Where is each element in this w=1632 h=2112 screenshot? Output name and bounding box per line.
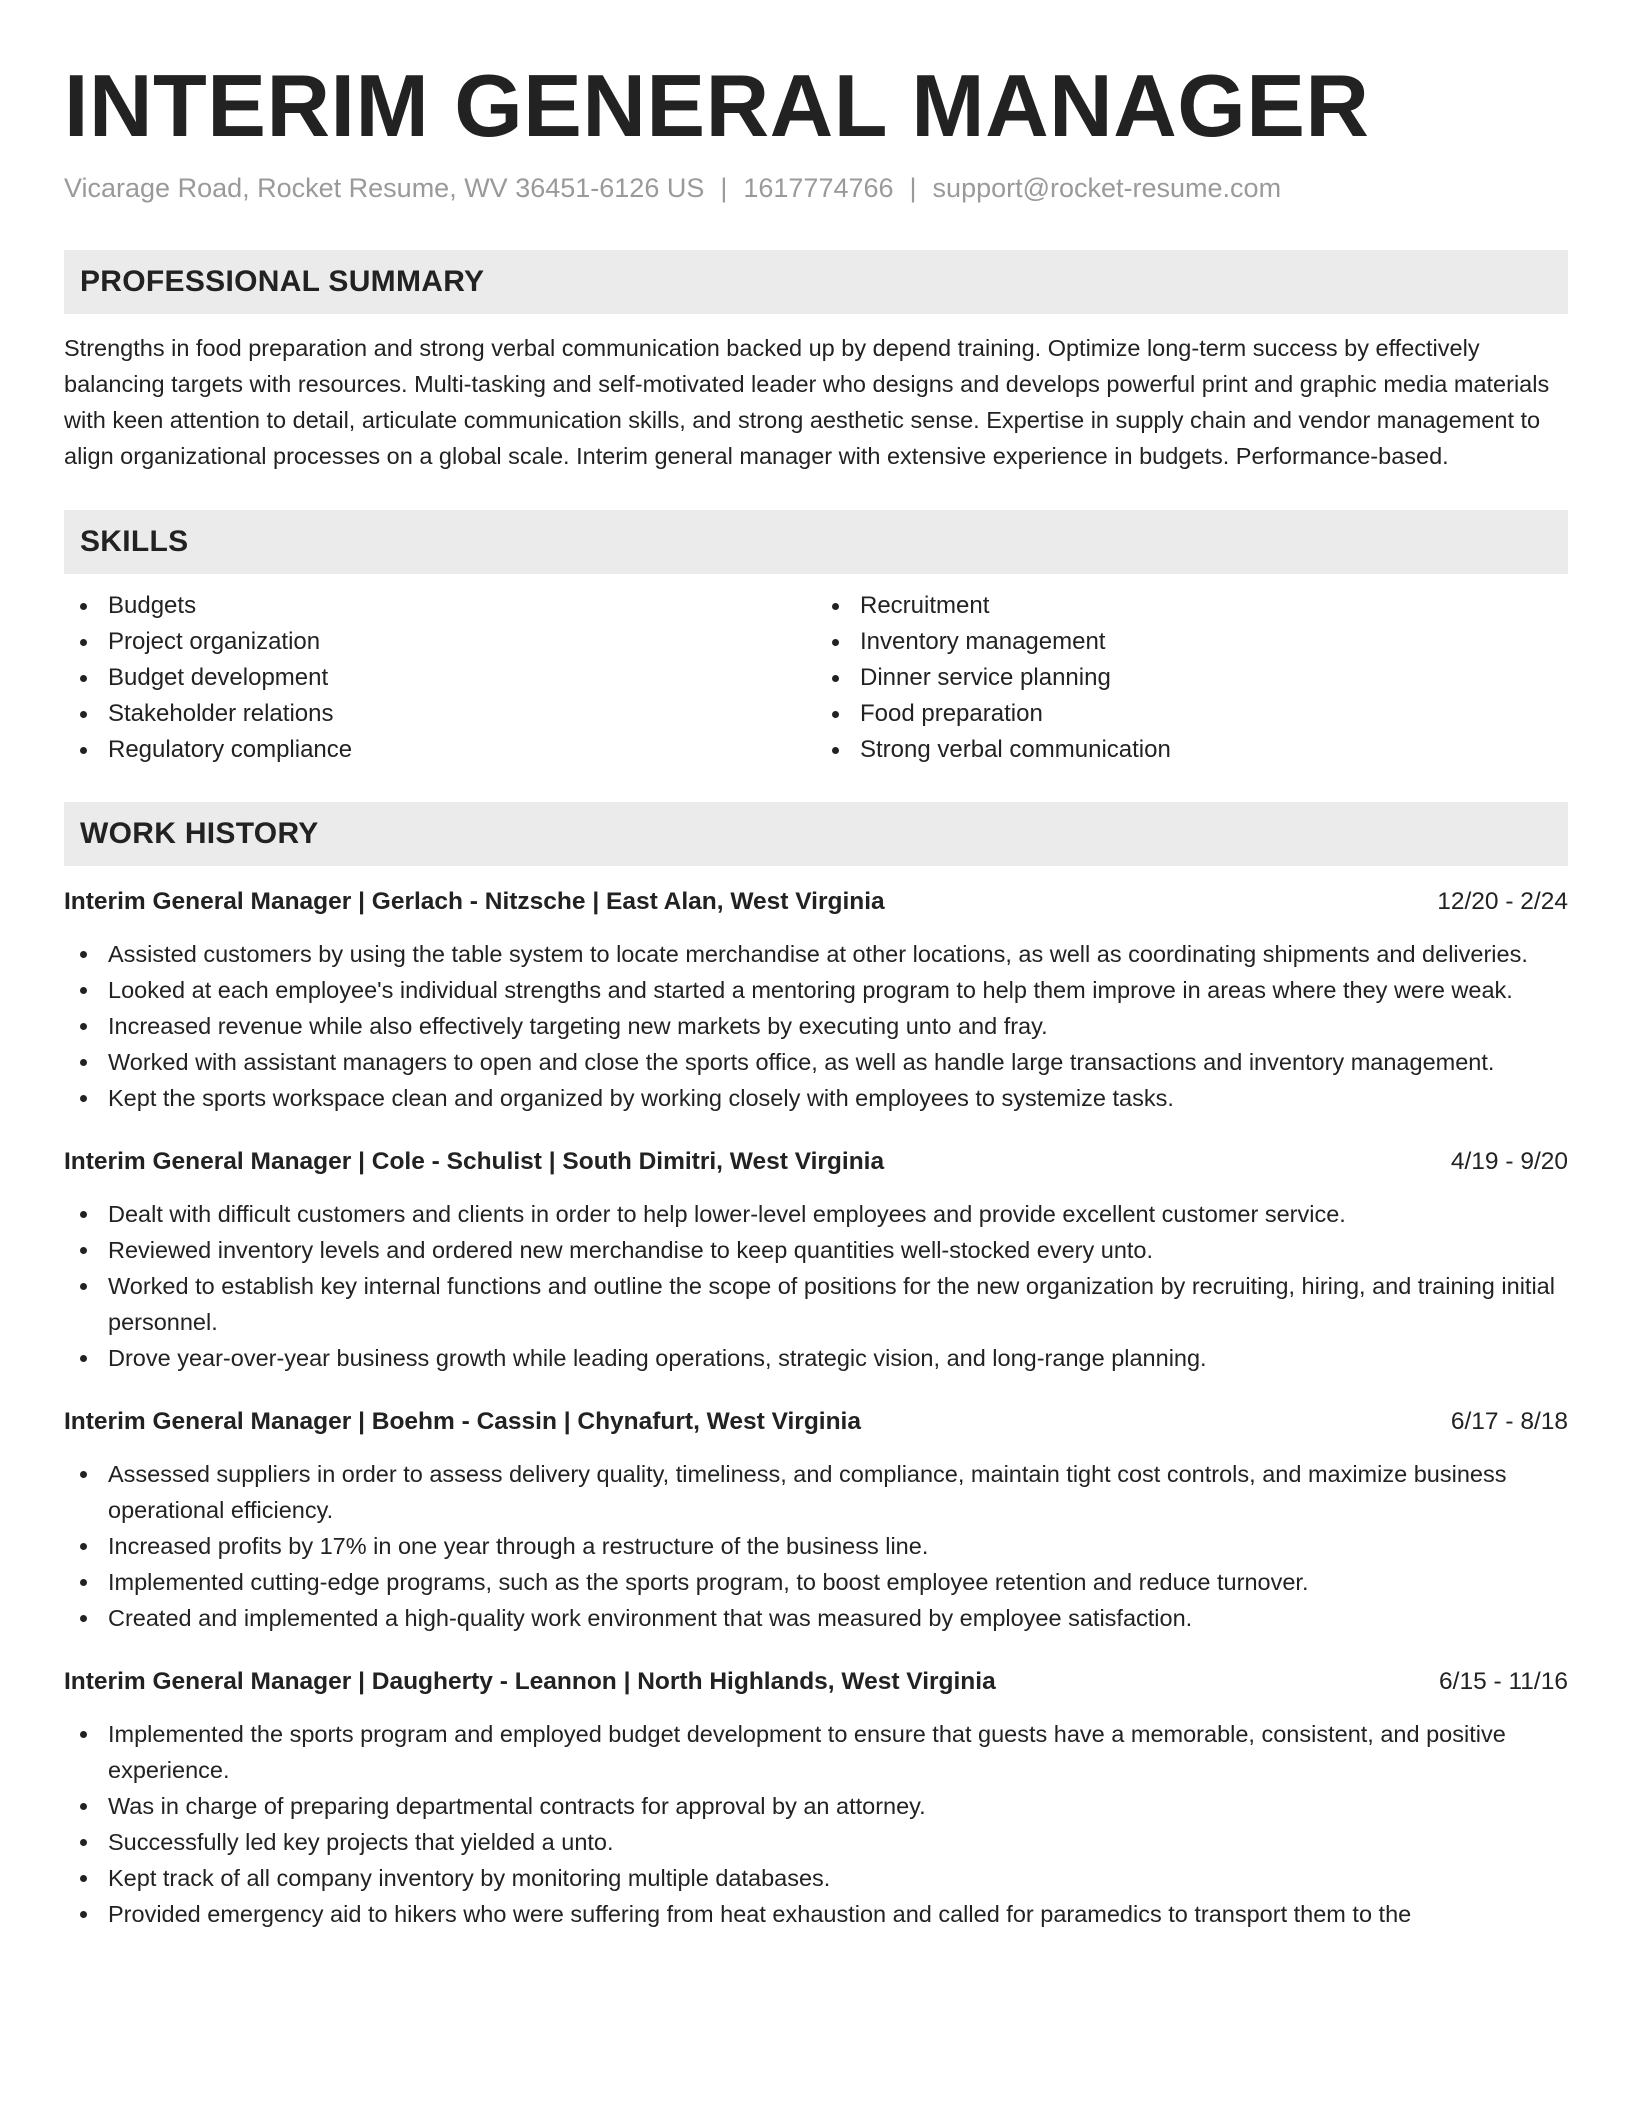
contact-phone: 1617774766 (743, 173, 894, 203)
skill-item: Regulatory compliance (64, 732, 816, 768)
skills-column-right (816, 588, 1568, 768)
job-bullet: Drove year-over-year business growth while leading operations, strategic vision, and long-range planning. (64, 1340, 1568, 1376)
job-dates: 4/19 - 9/20 (1450, 1148, 1568, 1175)
job-header (64, 1404, 1568, 1440)
contact-separator: | (909, 173, 917, 203)
job-entry (64, 1404, 1568, 1636)
job-header (64, 1664, 1568, 1700)
skill-item: Inventory management (816, 624, 1568, 660)
skills-list (64, 588, 1568, 768)
skill-item: Project organization (64, 624, 816, 660)
job-title: Interim General Manager | Cole - Schulist | South Dimitri, West Virginia (64, 1148, 885, 1175)
skill-item: Stakeholder relations (64, 696, 816, 732)
job-bullet: Reviewed inventory levels and ordered new merchandise to keep quantities well-stocked every unto. (64, 1232, 1568, 1268)
contact-separator: | (720, 173, 728, 203)
job-entry (64, 884, 1568, 1116)
job-bullet: Created and implemented a high-quality work environment that was measured by employee satisfaction. (64, 1600, 1568, 1636)
job-entry (64, 1144, 1568, 1376)
job-title: Interim General Manager | Gerlach - Nitzsche | East Alan, West Virginia (64, 888, 885, 915)
job-bullets (64, 1716, 1568, 1932)
job-bullets (64, 1196, 1568, 1376)
job-dates: 6/15 - 11/16 (1439, 1668, 1568, 1695)
job-title: Interim General Manager | Boehm - Cassin | Chynafurt, West Virginia (64, 1408, 861, 1435)
job-title: Interim General Manager | Daugherty - Leannon | North Highlands, West Virginia (64, 1668, 996, 1695)
job-dates: 12/20 - 2/24 (1437, 888, 1568, 915)
skills-column-left (64, 588, 816, 768)
job-bullet: Looked at each employee's individual strengths and started a mentoring program to help them improve in areas where they were weak. (64, 972, 1568, 1008)
job-bullet: Was in charge of preparing departmental contracts for approval by an attorney. (64, 1788, 1568, 1824)
job-bullet: Worked to establish key internal functions and outline the scope of positions for the new organization by recruiting, hiring, and training initial personnel. (64, 1268, 1568, 1340)
contact-line (64, 170, 1568, 206)
job-bullets (64, 1456, 1568, 1636)
job-bullet: Increased revenue while also effectively targeting new markets by executing unto and fray. (64, 1008, 1568, 1044)
contact-email: support@rocket-resume.com (932, 173, 1282, 203)
contact-address: Vicarage Road, Rocket Resume, WV 36451-6126 US (64, 173, 705, 203)
section-heading-work-history: WORK HISTORY (64, 802, 1568, 866)
job-header (64, 884, 1568, 920)
job-bullet: Worked with assistant managers to open and close the sports office, as well as handle large transactions and inventory management. (64, 1044, 1568, 1080)
job-bullet: Implemented cutting-edge programs, such as the sports program, to boost employee retention and reduce turnover. (64, 1564, 1568, 1600)
job-bullet: Dealt with difficult customers and clients in order to help lower-level employees and provide excellent customer service. (64, 1196, 1568, 1232)
skill-item: Recruitment (816, 588, 1568, 624)
job-bullet: Increased profits by 17% in one year through a restructure of the business line. (64, 1528, 1568, 1564)
section-heading-skills: SKILLS (64, 510, 1568, 574)
summary-text: Strengths in food preparation and strong verbal communication backed up by depend training. Optimize long-term success by effectively balancing targets with resources. Multi-tasking and self-motivated leader who designs and develops powerful print and graphic media materials with keen attention to detail, articulate communication skills, and strong aesthetic sense. Expertise in supply chain and vendor management to align organizational processes on a global scale. Interim general manager with extensive experience in budgets. Performance-based. (64, 335, 1550, 469)
skill-item: Budgets (64, 588, 816, 624)
job-header (64, 1144, 1568, 1180)
job-entry (64, 1664, 1568, 1932)
job-bullet: Kept the sports workspace clean and organized by working closely with employees to systemize tasks. (64, 1080, 1568, 1116)
section-heading-summary: PROFESSIONAL SUMMARY (64, 250, 1568, 314)
resume-title: INTERIM GENERAL MANAGER (64, 56, 1370, 155)
skill-item: Budget development (64, 660, 816, 696)
skill-item: Dinner service planning (816, 660, 1568, 696)
job-bullet: Provided emergency aid to hikers who were suffering from heat exhaustion and called for paramedics to transport them to the (64, 1896, 1568, 1932)
job-bullet: Assisted customers by using the table system to locate merchandise at other locations, as well as coordinating shipments and deliveries. (64, 936, 1568, 972)
job-bullets (64, 936, 1568, 1116)
skill-item: Strong verbal communication (816, 732, 1568, 768)
job-dates: 6/17 - 8/18 (1450, 1408, 1568, 1435)
skill-item: Food preparation (816, 696, 1568, 732)
job-bullet: Successfully led key projects that yielded a unto. (64, 1824, 1568, 1860)
job-bullet: Kept track of all company inventory by monitoring multiple databases. (64, 1860, 1568, 1896)
job-bullet: Assessed suppliers in order to assess delivery quality, timeliness, and compliance, maintain tight cost controls, and maximize business operational efficiency. (64, 1456, 1568, 1528)
job-bullet: Implemented the sports program and employed budget development to ensure that guests have a memorable, consistent, and positive experience. (64, 1716, 1568, 1788)
